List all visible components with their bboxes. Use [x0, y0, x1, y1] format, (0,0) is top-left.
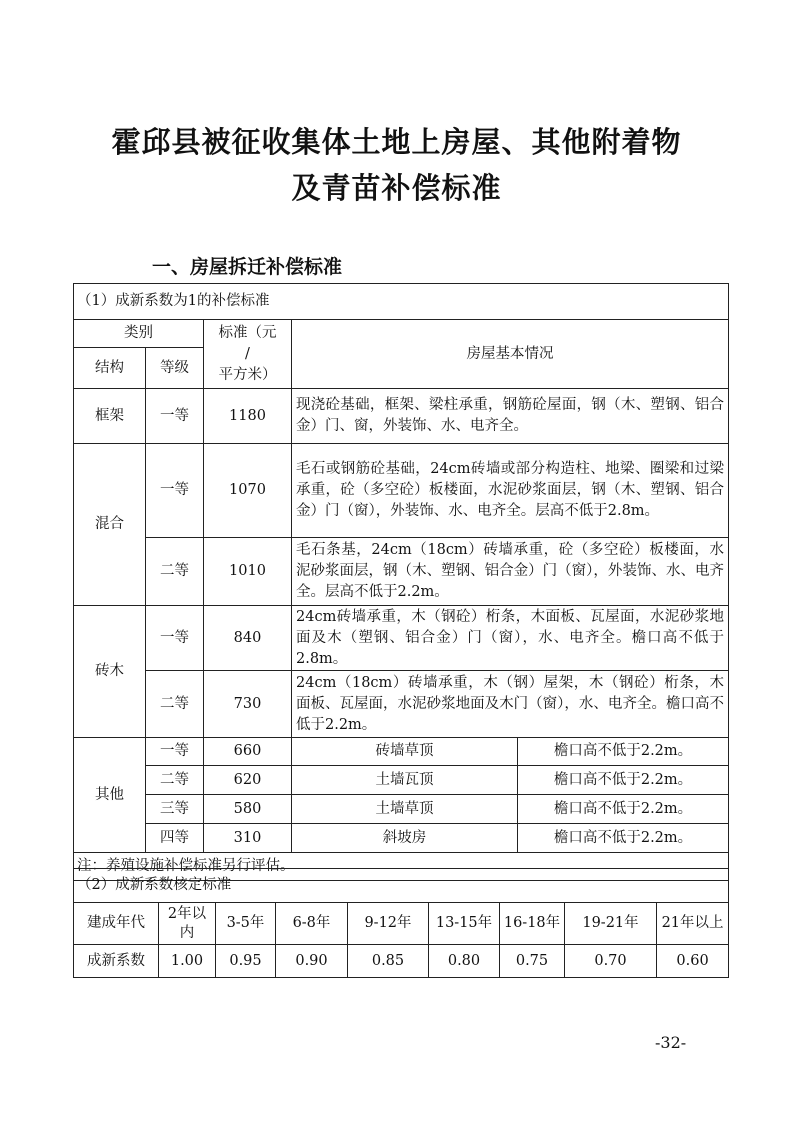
table-row: 二等 730 24cm（18cm）砖墙承重，木（钢）屋架，木（钢砼）桁条，木面板、瓦屋面，水泥砂浆地面及木门（窗），水、电齐全。檐口高不低于2.2m。 [74, 671, 729, 738]
table-row: 框架 一等 1180 现浇砼基础，框架、梁柱承重，钢筋砼屋面，钢（木、塑钢、铝合金）门、窗，外装饰、水、电齐全。 [74, 389, 729, 444]
table-row: 砖木 一等 840 24cm砖墙承重，木（钢砼）桁条，木面板、瓦屋面，水泥砂浆地面及木（塑钢、铝合金）门（窗），水、电齐全。檐口高不低于2.8m。 [74, 606, 729, 671]
table-row: 建成年代 2年以内 3-5年 6-8年 9-12年 13-15年 16-18年 19-21年 21年以上 [74, 903, 729, 945]
section-heading: 一、房屋拆迁补偿标准 [152, 256, 343, 278]
header-grade: 等级 [146, 348, 204, 389]
table-note: 注：养殖设施补偿标准另行评估。 [74, 853, 729, 881]
table-row: 成新系数 1.00 0.95 0.90 0.85 0.80 0.75 0.70 0.60 [74, 945, 729, 978]
depreciation-coefficient-table [73, 868, 729, 978]
table-row: 四等 310 斜坡房 檐口高不低于2.2m。 [74, 824, 729, 853]
document-title-line2: 及青苗补偿标准 [291, 171, 502, 205]
header-structure: 结构 [74, 348, 146, 389]
header-situation: 房屋基本情况 [292, 320, 729, 389]
table-row: 其他 一等 660 砖墙草顶 檐口高不低于2.2m。 [74, 738, 729, 766]
table-row: 三等 580 土墙草顶 檐口高不低于2.2m。 [74, 795, 729, 824]
header-standard: 标准（元 / 平方米） [204, 320, 292, 389]
document-title-line1: 霍邱县被征收集体土地上房屋、其他附着物 [111, 125, 682, 159]
table-row: 二等 1010 毛石条基，24cm（18cm）砖墙承重，砼（多空砼）板楼面，水泥砂浆面层，钢（木、塑钢、铝合金）门（窗），外装饰、水、电齐全。层高不低于2.2m。 [74, 538, 729, 606]
compensation-standard-table [73, 283, 729, 881]
table-row: 二等 620 土墙瓦顶 檐口高不低于2.2m。 [74, 766, 729, 795]
header-category: 类别 [74, 320, 204, 348]
table-caption: （2）成新系数核定标准 [74, 869, 729, 903]
table-row: 混合 一等 1070 毛石或钢筋砼基础，24cm砖墙或部分构造柱、地梁、圈梁和过梁承重，砼（多空砼）板楼面，水泥砂浆面层，钢（木、塑钢、铝合金）门（窗），外装饰、水、电齐全。层高不低于2.8m。 [74, 444, 729, 538]
table-caption: （1）成新系数为1的补偿标准 [74, 284, 729, 320]
page-number: -32- [655, 1033, 687, 1052]
